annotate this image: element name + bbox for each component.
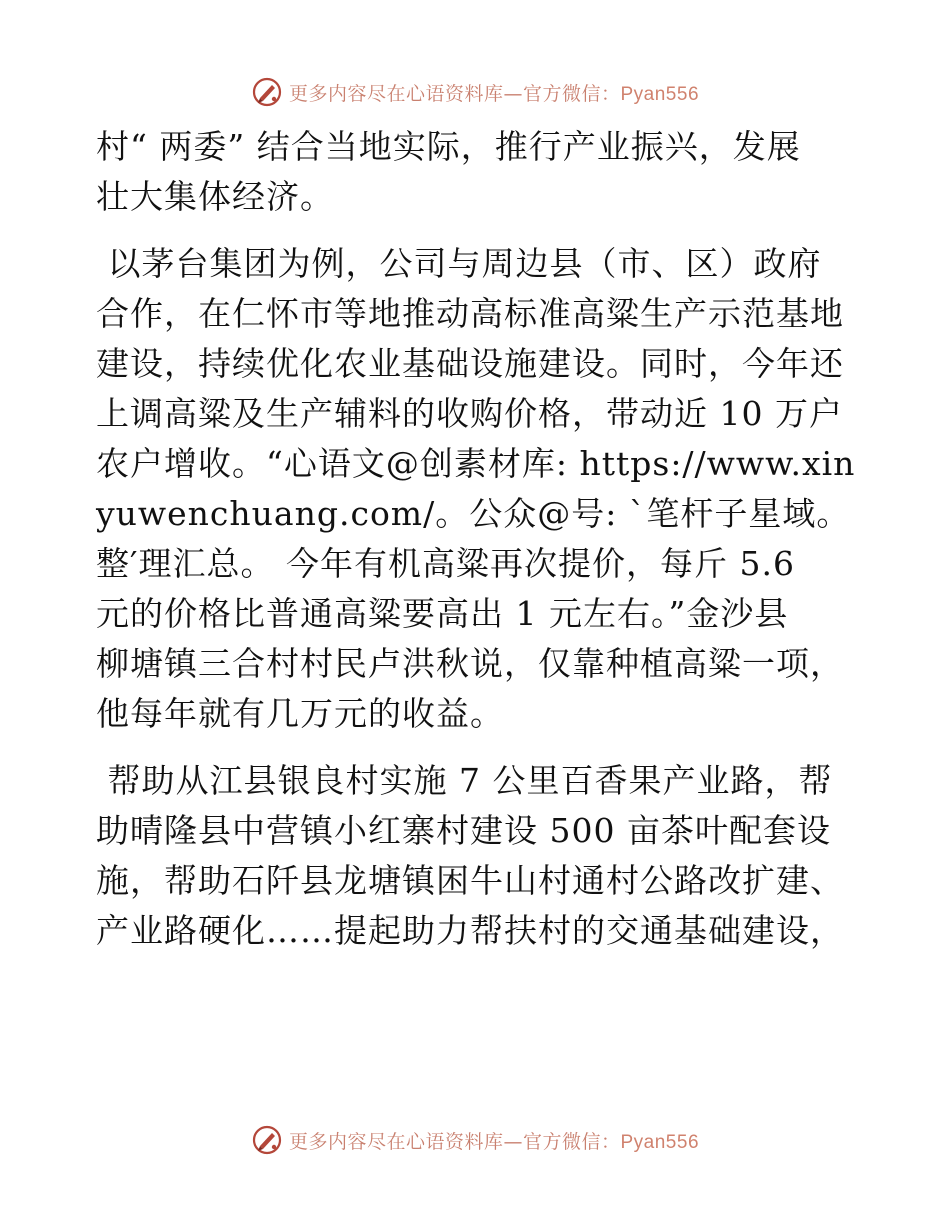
header-banner-text: [289, 79, 699, 106]
paragraph-line: 帮助从江县银良村实施 7 公里百香果产业路，帮: [96, 761, 833, 800]
paragraph-line: 施，帮助石阡县龙塘镇困牛山村通村公路改扩建、: [96, 861, 844, 900]
paragraph-line: 壮大集体经济。: [96, 177, 334, 216]
paragraph-line: 助晴隆县中营镇小红寨村建设 500 亩茶叶配套设: [96, 811, 831, 850]
pen-logo-icon: [251, 1124, 283, 1156]
header-banner-account: Pyan556: [620, 83, 700, 105]
header-banner-title: 更多内容尽在心语资料库: [288, 82, 504, 105]
document-body: [96, 122, 856, 956]
paragraph-line: yuwenchuang.com/。公众@号: `笔杆子星域。: [96, 494, 851, 533]
header-banner-inner: [251, 76, 699, 108]
paragraph-line: 他每年就有几万元的收益。: [96, 694, 504, 733]
paragraph-line: 合作，在仁怀市等地推动高标准高粱生产示范基地: [96, 294, 844, 333]
paragraph-line: 柳塘镇三合村村民卢洪秋说，仅靠种植高粱一项，: [96, 644, 844, 683]
header-banner-separator: —: [503, 82, 523, 105]
paragraph-line: 元的价格比普通高粱要高出 1 元左右。”金沙县: [96, 594, 789, 633]
footer-banner-account: Pyan556: [620, 1131, 700, 1153]
paragraph-3: [96, 756, 856, 956]
footer-banner-inner: [251, 1124, 699, 1156]
paragraph-line: 产业路硬化……提起助力帮扶村的交通基础建设，: [96, 911, 844, 950]
paragraph-1: [96, 122, 856, 222]
paragraph-line: 整′理汇总。 今年有机高粱再次提价，每斤 5.6: [96, 544, 795, 583]
paragraph-line: 上调高粱及生产辅料的收购价格，带动近 10 万户: [96, 394, 843, 433]
footer-banner-wechat-label: 官方微信：: [522, 1130, 621, 1153]
pen-logo-icon: [251, 76, 283, 108]
paragraph-line: 建设，持续优化农业基础设施建设。同时，今年还: [96, 344, 844, 383]
footer-banner-title: 更多内容尽在心语资料库: [288, 1130, 504, 1153]
paragraph-line: 村“ 两委” 结合当地实际，推行产业振兴，发展: [96, 127, 801, 166]
paragraph-line: 农户增收。“心语文@创素材库: https://www.xin: [96, 444, 856, 483]
footer-banner: [0, 1120, 950, 1160]
footer-banner-text: [289, 1127, 699, 1154]
paragraph-2: [96, 239, 856, 739]
header-banner-wechat-label: 官方微信：: [522, 82, 621, 105]
header-banner: [0, 72, 950, 112]
paragraph-line: 以茅台集团为例，公司与周边县（市、区）政府: [96, 244, 822, 283]
footer-banner-separator: —: [503, 1130, 523, 1153]
